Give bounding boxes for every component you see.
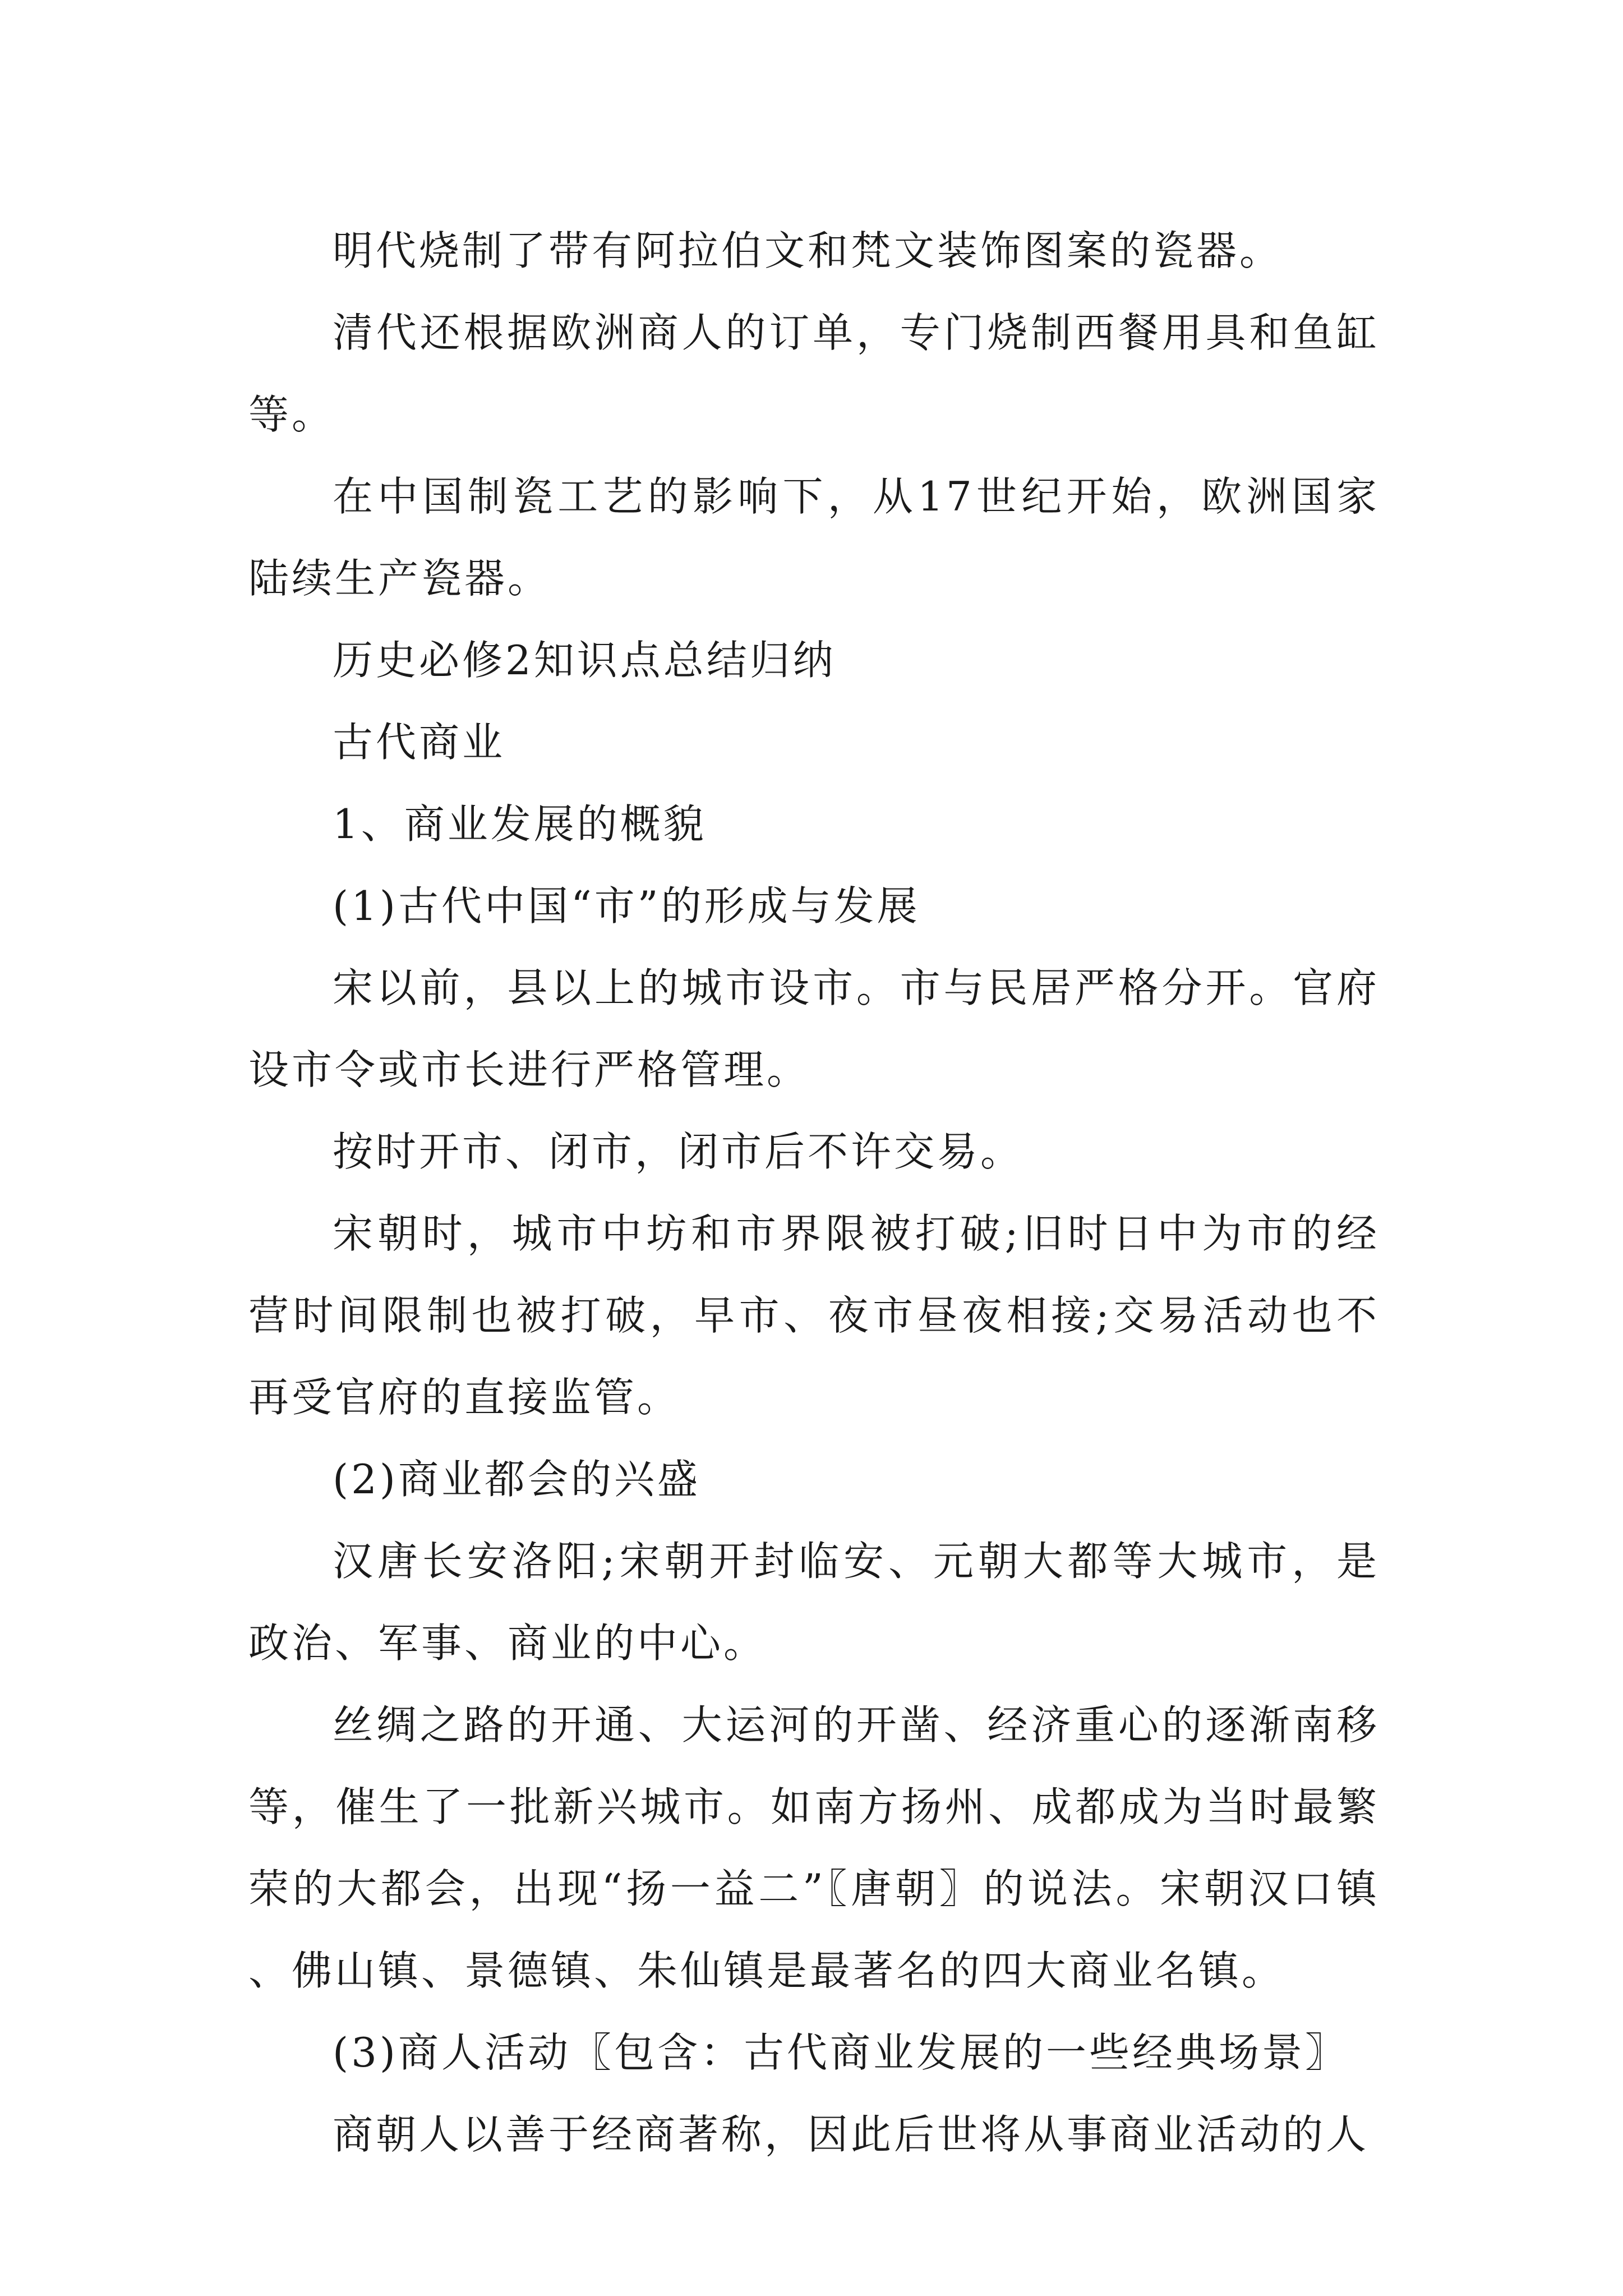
chapter-heading: 古代商业 [333,719,506,766]
paragraph-pre-song-market: 宋以前，县以上的城市设市。市与民居严格分开。官府设市令或市长进行严格管理。 [248,964,1380,1093]
section-title: 历史必修2知识点总结归纳 [333,637,836,684]
document-body [248,210,1380,2175]
paragraph-song-market: 宋朝时，城市中坊和市界限被打破;旧时日中为市的经营时间限制也被打破，早市、夜市昼夜相接;交易活动也不再受官府的直接监管。 [248,1210,1380,1421]
paragraph-market-hours: 按时开市、闭市，闭市后不许交易。 [333,1128,1024,1175]
paragraph-qing-porcelain: 清代还根据欧洲商人的订单，专门烧制西餐用具和鱼缸等。 [248,309,1380,438]
subheading-commercial-cities: (2)商业都会的兴盛 [333,1456,700,1503]
subheading-merchant-activities: (3)商人活动〖包含：古代商业发展的一些经典场景〗 [333,2029,1348,2076]
paragraph-europe-porcelain: 在中国制瓷工艺的影响下，从17世纪开始，欧洲国家陆续生产瓷器。 [248,473,1380,602]
paragraph-shang-merchants: 商朝人以善于经商著称，因此后世将从事商业活动的人 [333,2111,1370,2158]
paragraph-major-cities: 汉唐长安洛阳;宋朝开封临安、元朝大都等大城市，是政治、军事、商业的中心。 [248,1538,1380,1667]
paragraph-ming-porcelain: 明代烧制了带有阿拉伯文和梵文装饰图案的瓷器。 [333,227,1283,274]
subheading-market-formation: (1)古代中国“市”的形成与发展 [333,882,920,930]
subheading-commerce-overview: 1、商业发展的概貌 [333,800,707,848]
paragraph-new-cities: 丝绸之路的开通、大运河的开凿、经济重心的逐渐南移等，催生了一批新兴城市。如南方扬州、成都成为当时最繁荣的大都会，出现“扬一益二”〖唐朝〗的说法。宋朝汉口镇、佛山镇、景德镇、朱仙镇是最著名的四大商业名镇。 [248,1701,1380,1994]
